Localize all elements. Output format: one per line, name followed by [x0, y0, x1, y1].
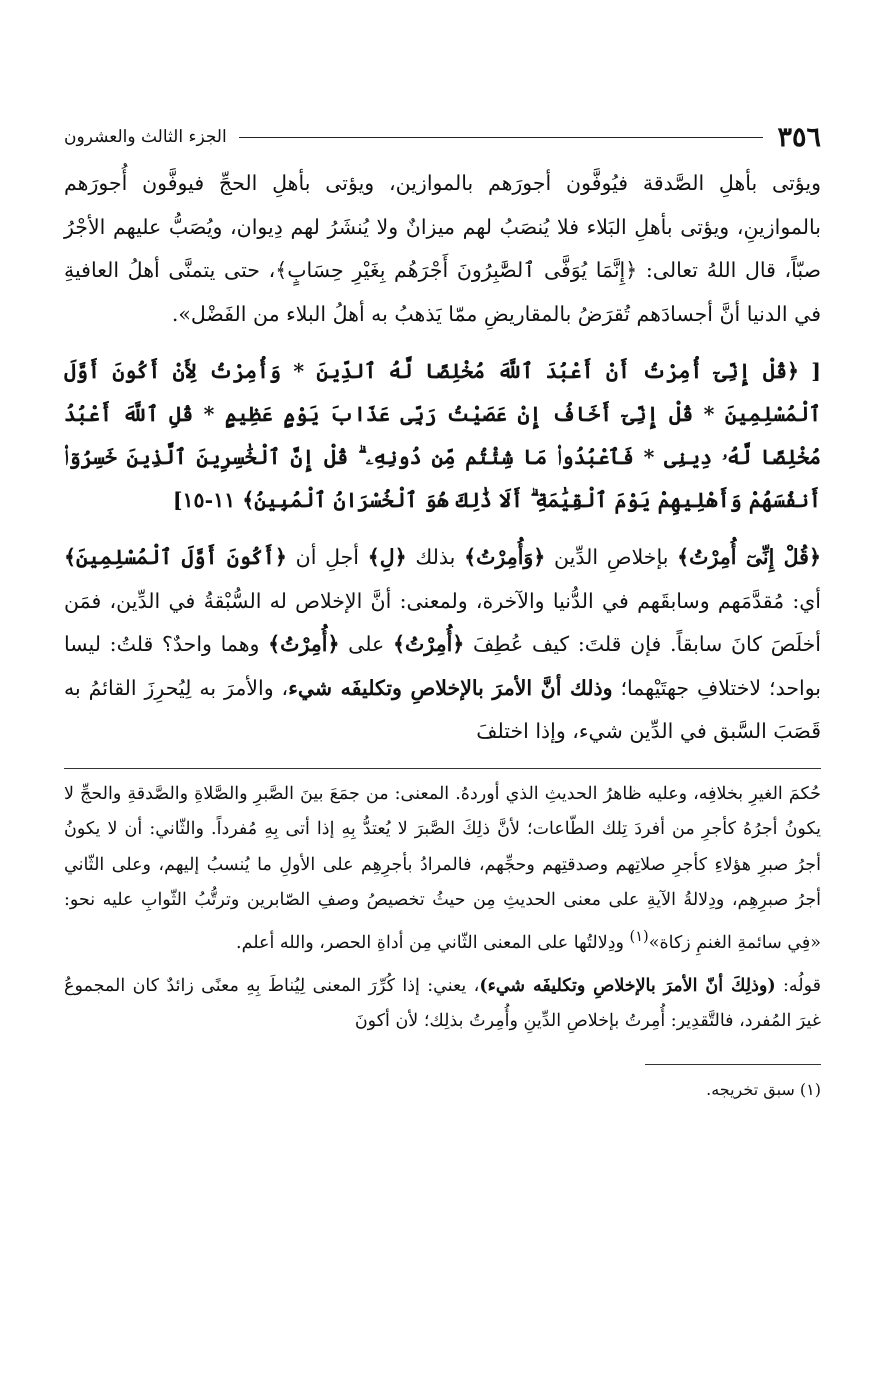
quran-verses-block	[64, 350, 821, 522]
quran-verses-text: ﴿قُلْ إِنِّىٓ أُمِرْتُ أَنْ أَعْبُدَ ٱللَّهَ مُخْلِصًا لَّهُ ٱلدِّينَ * وَأُمِرْتُ لِأَنْ أَكُونَ أَوَّلَ ٱلْمُسْلِمِينَ * قُلْ إِنِّىٓ أَخَافُ إِنْ عَصَيْتُ رَبِّى عَذَابَ يَوْمٍ عَظِيمٍ * قُلِ ٱللَّهَ أَعْبُدُ مُخْلِصًا لَّهُۥ دِينِى * فَٱعْبُدُوا۟ مَا شِئْتُم مِّن دُونِهِۦ ۗ قُلْ إِنَّ ٱلْخَٰسِرِينَ ٱلَّذِينَ خَسِرُوٓا۟ أَنفُسَهُمْ وَأَهْلِيهِمْ يَوْمَ ٱلْقِيَٰمَةِ ۗ أَلَا ذَٰلِكَ هُوَ ٱلْخُسْرَانُ ٱلْمُبِينُ﴾	[64, 359, 821, 512]
commentary-paragraph-1	[64, 777, 821, 961]
footnote-marker: (١)	[629, 927, 649, 945]
text-run: بذلك	[406, 545, 465, 569]
quran-quote: ﴿وَأُمِرْتُ﴾	[464, 545, 546, 569]
text-run: وهما واحدٌ؟ قلتُ: ليسا بواحد؛ لاختلافِ جهتَيْهما؛	[64, 632, 821, 700]
quran-quote: ﴿أُمِرْتُ﴾	[268, 632, 340, 656]
text-run: أجلِ أن	[286, 545, 368, 569]
commentary-paragraph-2	[64, 969, 821, 1040]
bold-phrase: وذلك أنَّ الأمرَ بالإخلاصِ وتكليفَه شيء	[288, 675, 613, 700]
page-number: ٣٥٦	[777, 121, 821, 153]
commentary-text: حُكمَ الغيرِ بخلافِه، وعليه ظاهرُ الحديثِ الذي أوردهُ. المعنى: من جمَعَ بينَ الصَّبرِ والصَّلاةِ والصَّدقةِ والحجِّ لا يكونُ أجرُهُ كأجرِ من أفردَ تِلك الطّاعات؛ لأنَّ ذلِكَ الصَّبرَ لا يُعتدُّ بِهِ إذا أتى بِهِ مُفرداً. والثّاني: أن لا يكونُ أجرُ صبرِ هؤلاءِ كأجرِ صلاتِهم وصدقتِهم وحجِّهم، فالمرادُ بأجرِهِم على الأولِ ما يُنسبُ إليهم، وعلى الثّاني أجرُ صبرِهِم، ودِلالةُ الآيةِ على معنى الحديثِ مِن حيثُ تخصيصُ وصفِ الصّابرين وترتُّبُ الثّوابِ عليه نحو: «فِي سائمةِ الغنمِ زكاة»	[64, 783, 821, 953]
commentary-text: ، يعني: إذا كُرِّرَ المعنى لِيُناطَ بِهِ معنًى زائدٌ كان المجموعُ غيرَ المُفرد، فالتَّقدِير: أُمِرتُ بإخلاصِ الدِّينِ وأُمِرتُ بذلِك؛ لأن أكونَ	[64, 975, 821, 1032]
quran-quote: ﴿أَكُونَ أَوَّلَ ٱلْمُسْلِمِينَ﴾	[64, 545, 287, 569]
quran-quote: ﴿أُمِرْتُ﴾	[392, 632, 465, 656]
verses-reference: ١١-١٥]	[172, 488, 243, 512]
commentary-divider	[64, 768, 821, 769]
footnote: (١) سبق تخريجه.	[706, 1079, 821, 1099]
running-title: الجزء الثالث والعشرون	[64, 127, 227, 147]
text-run: بإخلاصِ الدِّين	[545, 545, 678, 569]
quran-quote: ﴿لِ﴾	[367, 545, 407, 569]
book-page	[64, 118, 821, 1105]
page-header	[64, 118, 821, 156]
verses-open-bracket: [	[799, 359, 821, 383]
main-paragraph-1: ويؤتى بأهلِ الصَّدقة فيُوفَّون أجورَهم بالموازين، ويؤتى بأهلِ الحجِّ فيوفَّون أُجورَهم بالموازينِ، ويؤتى بأهلِ البَلاء فلا يُنصَبُ لهم ميزانٌ ولا يُنشَرُ لهم دِيوان، ويُصَبُّ عليهم الأجْرُ صبّاً، قال اللهُ تعالى: ﴿إِنَّمَا يُوَفَّى ٱلصَّٰبِرُونَ أَجْرَهُم بِغَيْرِ حِسَابٍ﴾، حتى يتمنَّى أهلُ العافيةِ في الدنيا أنَّ أجسادَهم تُقرَضُ بالمقاريضِ ممّا يَذهبُ به أهلُ البلاء من الفَضْل».	[64, 171, 821, 326]
commentary-text-tail: ودِلالتُها على المعنى الثّاني مِن أداةِ الحصر، والله أعلم.	[236, 932, 630, 953]
commentary-lead: قولُه:	[775, 975, 821, 996]
text-run: ، والأمرَ به لِيُحرِزَ القائمُ به قَصَبَ السَّبق في الدِّين شيء، وإذا اختلفَ	[64, 675, 821, 743]
commentary-quoted-phrase: (وذلِكَ أنّ الأمرَ بالإخلاصِ وتكليفَه شيء)	[479, 975, 776, 996]
text-run: أي: مُقدَّمَهم وسابقَهم في الدُّنيا والآخرة، ولمعنى: أنَّ الإخلاص له السُّبْقةُ في الدِّين، فمَن أخلَصَ كانَ سابقاً. فإن قلتَ: كيف عُطِفَ	[64, 588, 821, 656]
text-run: على	[339, 632, 393, 656]
footnote-divider	[645, 1064, 821, 1065]
header-rule	[239, 137, 764, 138]
main-paragraph-2	[64, 536, 821, 754]
quran-quote: ﴿قُلْ إِنِّىٓ أُمِرْتُ﴾	[677, 545, 821, 569]
